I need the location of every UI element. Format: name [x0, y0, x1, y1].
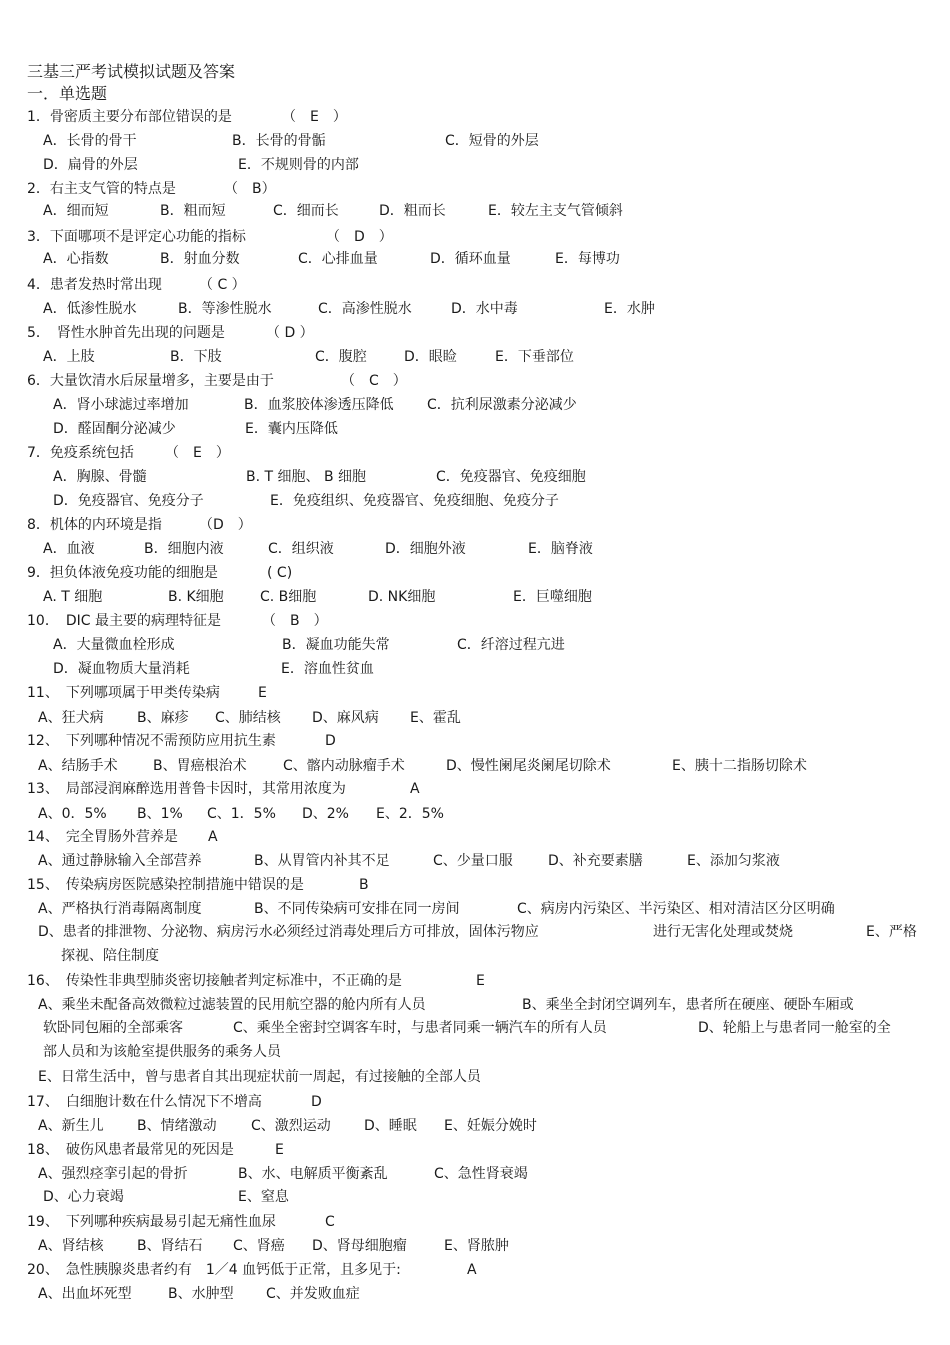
option: E、窒息 — [238, 1189, 289, 1205]
option: B．长骨的骨骺 — [232, 133, 326, 149]
option: A．上肢 — [43, 349, 95, 365]
option: E、严格 — [866, 924, 917, 940]
answer-key: （ E ） — [282, 109, 347, 125]
option: C、1．5% — [207, 806, 276, 822]
option: D. NK细胞 — [368, 589, 436, 605]
option: B. T 细胞、 B 细胞 — [246, 469, 367, 485]
option: C．组织液 — [268, 541, 334, 557]
option: E、2．5% — [376, 806, 444, 822]
question-stem: 6．大量饮清水后尿量增多，主要是由于 — [27, 373, 274, 389]
question-stem: 18、 破伤风患者最常见的死因是 — [27, 1142, 234, 1158]
option: C．纤溶过程亢进 — [457, 637, 565, 653]
option: D、心力衰竭 — [43, 1189, 124, 1205]
option: D、慢性阑尾炎阑尾切除术 — [446, 758, 611, 774]
answer-key: E — [275, 1142, 284, 1158]
answer-key: E — [476, 973, 485, 989]
option: C、少量口服 — [433, 853, 513, 869]
question-stem: 10． DIC 最主要的病理特征是 — [27, 613, 221, 629]
option: E、霍乱 — [410, 710, 461, 726]
option: D、2% — [302, 806, 349, 822]
option: A、狂犬病 — [38, 710, 104, 726]
option: C．短骨的外层 — [445, 133, 539, 149]
option: C、病房内污染区、半污染区、相对清洁区分区明确 — [517, 901, 835, 917]
answer-key: （ D ） — [266, 325, 314, 341]
option: A．长骨的骨干 — [43, 133, 137, 149]
option: A．细而短 — [43, 203, 109, 219]
document-title: 三基三严考试模拟试题及答案 — [27, 62, 236, 81]
option: E．水肿 — [604, 301, 655, 317]
answer-key: （D ） — [199, 517, 252, 533]
option: D．水中毒 — [451, 301, 518, 317]
question-stem: 17、 白细胞计数在什么情况下不增高 — [27, 1094, 262, 1110]
option: D、麻风病 — [312, 710, 379, 726]
option: B．凝血功能失常 — [282, 637, 390, 653]
section-heading: 一．单选题 — [27, 84, 108, 103]
option: C．抗利尿激素分泌减少 — [427, 397, 577, 413]
option: B、不同传染病可安排在同一房间 — [254, 901, 460, 917]
option: A．肾小球滤过率增加 — [53, 397, 189, 413]
option: C. B细胞 — [260, 589, 317, 605]
option: A、通过静脉输入全部营养 — [38, 853, 202, 869]
answer-key: E — [258, 685, 267, 701]
answer-key: ( C) — [267, 565, 293, 581]
option: D．眼睑 — [404, 349, 457, 365]
option: E．每博功 — [555, 251, 620, 267]
question-stem: 20、 急性胰腺炎患者约有 1／4 血钙低于正常，且多见于: — [27, 1262, 401, 1278]
option: B、水、电解质平衡紊乱 — [238, 1166, 388, 1182]
option: C、激烈运动 — [251, 1118, 331, 1134]
option: D．醛固酮分泌减少 — [53, 421, 176, 437]
answer-key: （ C ） — [341, 373, 407, 389]
question-stem: 7．免疫系统包括 — [27, 445, 134, 461]
question-stem: 9．担负体液免疫功能的细胞是 — [27, 565, 218, 581]
option: D、患者的排泄物、分泌物、病房污水必须经过消毒处理后方可排放，固体污物应 — [38, 924, 539, 940]
option: E．溶血性贫血 — [281, 661, 374, 677]
answer-key: B — [359, 877, 369, 893]
option: D．扁骨的外层 — [43, 157, 138, 173]
question-stem: 5． 肾性水肿首先出现的问题是 — [27, 325, 225, 341]
question-stem: 12、 下列哪种情况不需预防应用抗生素 — [27, 733, 276, 749]
answer-key: D — [311, 1094, 322, 1110]
option: D、睡眠 — [364, 1118, 417, 1134]
option: C、髂内动脉瘤手术 — [283, 758, 405, 774]
option: C、急性肾衰竭 — [434, 1166, 528, 1182]
option: E、日常生活中，曾与患者自其出现症状前一周起，有过接触的全部人员 — [38, 1069, 481, 1085]
option: B、情绪激动 — [137, 1118, 217, 1134]
option: B．粗而短 — [160, 203, 226, 219]
option: C．腹腔 — [315, 349, 367, 365]
answer-key: A — [467, 1262, 477, 1278]
option: B．下肢 — [170, 349, 222, 365]
question-stem: 14、 完全胃肠外营养是 — [27, 829, 178, 845]
option: D．免疫器官、免疫分子 — [53, 493, 204, 509]
option: D．循环血量 — [430, 251, 511, 267]
option: B. K细胞 — [168, 589, 224, 605]
question-stem: 16、 传染性非典型肺炎密切接触者判定标准中，不正确的是 — [27, 973, 402, 989]
answer-key: D — [325, 733, 336, 749]
option: B、水肿型 — [168, 1286, 234, 1302]
option: 探视、陪住制度 — [61, 948, 159, 964]
option: E、妊娠分娩时 — [444, 1118, 537, 1134]
option: E．巨噬细胞 — [513, 589, 592, 605]
option: D．细胞外液 — [385, 541, 466, 557]
option: B、乘坐全封闭空调列车，患者所在硬座、硬卧车厢或 — [522, 997, 854, 1013]
option: C．高渗性脱水 — [318, 301, 412, 317]
option: A、新生儿 — [38, 1118, 104, 1134]
option: A．低渗性脱水 — [43, 301, 137, 317]
option: A、强烈痉挛引起的骨折 — [38, 1166, 188, 1182]
question-stem: 19、 下列哪种疾病最易引起无痛性血尿 — [27, 1214, 276, 1230]
option: A．胸腺、骨髓 — [53, 469, 147, 485]
option: C．免疫器官、免疫细胞 — [436, 469, 586, 485]
option: D、肾母细胞瘤 — [312, 1238, 407, 1254]
question-stem: 3．下面哪项不是评定心功能的指标 — [27, 229, 246, 245]
option: 进行无害化处理或焚烧 — [653, 924, 793, 940]
option: A、乘坐未配备高效微粒过滤装置的民用航空器的舱内所有人员 — [38, 997, 426, 1013]
option: D．粗而长 — [379, 203, 446, 219]
option: B．细胞内液 — [144, 541, 224, 557]
option: B、胃癌根治术 — [153, 758, 247, 774]
option: E．免疫组织、免疫器官、免疫细胞、免疫分子 — [270, 493, 559, 509]
question-stem: 4．患者发热时常出现 — [27, 277, 162, 293]
option: E．不规则骨的内部 — [238, 157, 359, 173]
option: B、1% — [137, 806, 183, 822]
option: E．囊内压降低 — [245, 421, 338, 437]
option: E．下垂部位 — [495, 349, 574, 365]
option: A. T 细胞 — [43, 589, 103, 605]
answer-key: （ E ） — [165, 445, 230, 461]
option: B．等渗性脱水 — [178, 301, 272, 317]
option: E．脑脊液 — [528, 541, 593, 557]
option: E、肾脓肿 — [444, 1238, 509, 1254]
option: E．较左主支气管倾斜 — [488, 203, 623, 219]
question-stem: 8．机体的内环境是指 — [27, 517, 162, 533]
option: A．血液 — [43, 541, 95, 557]
option: E、添加匀浆液 — [687, 853, 780, 869]
question-stem: 11、 下列哪项属于甲类传染病 — [27, 685, 220, 701]
option: A、肾结核 — [38, 1238, 104, 1254]
option: B、从胃管内补其不足 — [254, 853, 390, 869]
question-stem: 13、 局部浸润麻醉选用普鲁卡因时，其常用浓度为 — [27, 781, 346, 797]
option: D．凝血物质大量消耗 — [53, 661, 190, 677]
option: B．血浆胶体渗透压降低 — [244, 397, 394, 413]
question-stem: 15、 传染病房医院感染控制措施中错误的是 — [27, 877, 304, 893]
option: D、补充要素膳 — [548, 853, 643, 869]
option: B、肾结石 — [137, 1238, 203, 1254]
option: A．心指数 — [43, 251, 109, 267]
answer-key: C — [325, 1214, 335, 1230]
question-stem: 1．骨密质主要分布部位错误的是 — [27, 109, 232, 125]
option: C．细而长 — [273, 203, 339, 219]
option: C、乘坐全密封空调客车时，与患者同乘一辆汽车的所有人员 — [233, 1020, 607, 1036]
answer-key: （ B ） — [262, 613, 328, 629]
answer-key: A — [208, 829, 218, 845]
option: A、0．5% — [38, 806, 107, 822]
option: B．射血分数 — [160, 251, 240, 267]
question-stem: 2．右主支气管的特点是 — [27, 181, 176, 197]
option: A、出血坏死型 — [38, 1286, 132, 1302]
option: B、麻疹 — [137, 710, 189, 726]
answer-key: （ B） — [224, 181, 276, 197]
answer-key: （ D ） — [326, 229, 393, 245]
option: 软卧同包厢的全部乘客 — [43, 1020, 183, 1036]
option: C．心排血量 — [298, 251, 378, 267]
option: A、严格执行消毒隔离制度 — [38, 901, 202, 917]
option: A、结肠手术 — [38, 758, 118, 774]
option: C、并发败血症 — [266, 1286, 360, 1302]
option: E、胰十二指肠切除术 — [672, 758, 807, 774]
answer-key: （ C ） — [199, 277, 246, 293]
option: 部人员和为该舱室提供服务的乘务人员 — [43, 1044, 281, 1060]
answer-key: A — [410, 781, 420, 797]
option: D、轮船上与患者同一舱室的全 — [698, 1020, 891, 1036]
option: C、肾癌 — [233, 1238, 285, 1254]
option: A．大量微血栓形成 — [53, 637, 175, 653]
option: C、肺结核 — [215, 710, 281, 726]
